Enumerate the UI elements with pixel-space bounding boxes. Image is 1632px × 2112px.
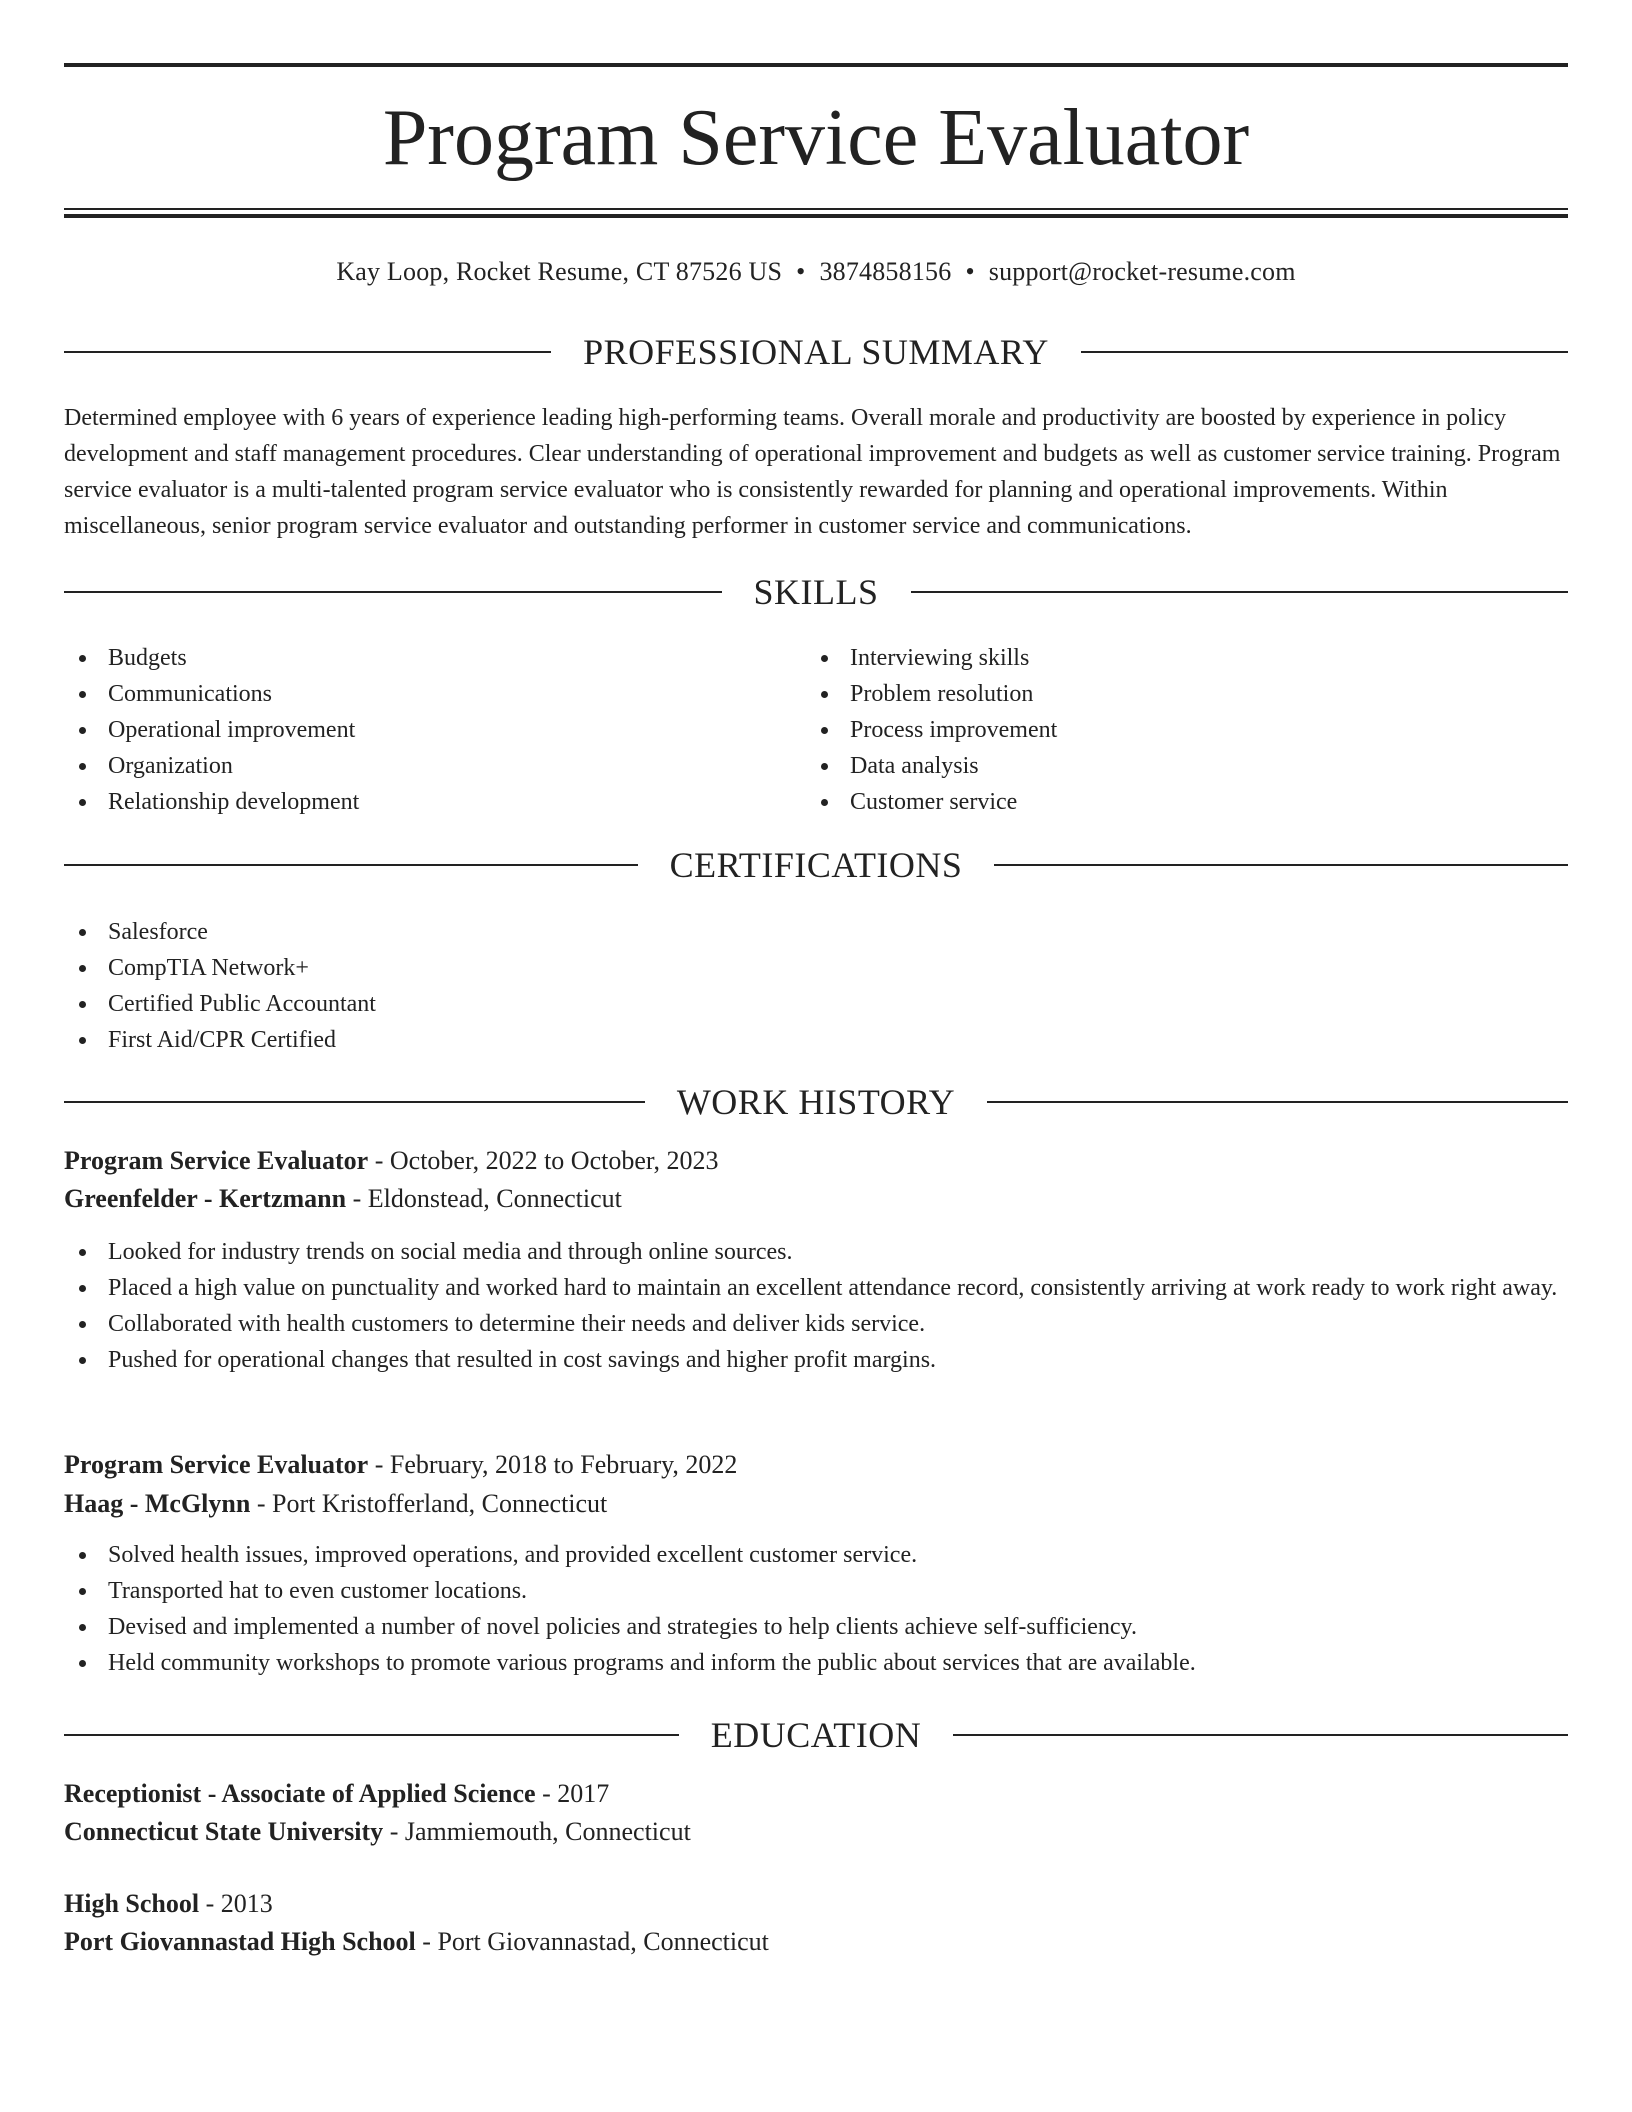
heading-rule xyxy=(987,1101,1568,1103)
education-heading xyxy=(64,1713,1568,1757)
heading-rule xyxy=(953,1734,1568,1736)
education-degree: High School xyxy=(64,1889,200,1918)
job-bullet: Looked for industry trends on social media and through online sources. xyxy=(64,1234,1568,1270)
skill-item: Relationship development xyxy=(64,784,804,820)
certification-item: CompTIA Network+ xyxy=(64,950,1568,986)
job-bullets xyxy=(64,1537,1568,1681)
skill-item: Operational improvement xyxy=(64,712,804,748)
contact-separator: • xyxy=(796,257,806,286)
job-dates: - October, 2022 to October, 2023 xyxy=(368,1146,719,1175)
certification-item: Salesforce xyxy=(64,914,1568,950)
job-bullet: Placed a high value on punctuality and worked hard to maintain an excellent attendance record, consistently arriving at work ready to work right away. xyxy=(64,1270,1568,1306)
job-bullets xyxy=(64,1234,1568,1378)
contact-address: Kay Loop, Rocket Resume, CT 87526 US xyxy=(336,257,783,286)
job-company: Haag - McGlynn xyxy=(64,1489,251,1518)
skill-item: Process improvement xyxy=(806,712,1546,748)
summary-heading-label: PROFESSIONAL SUMMARY xyxy=(583,332,1049,372)
education-degree-line xyxy=(64,1885,1568,1923)
summary-heading xyxy=(64,330,1568,374)
job-dates: - February, 2018 to February, 2022 xyxy=(368,1450,738,1479)
page-title: Program Service Evaluator xyxy=(382,94,1250,182)
job-bullet: Transported hat to even customer locations. xyxy=(64,1573,1568,1609)
skill-item: Data analysis xyxy=(806,748,1546,784)
title-double-rule xyxy=(64,208,1568,218)
education-degree: Receptionist - Associate of Applied Science xyxy=(64,1779,536,1808)
skill-item: Organization xyxy=(64,748,804,784)
heading-rule xyxy=(911,591,1569,593)
skill-item: Communications xyxy=(64,676,804,712)
contact-separator: • xyxy=(965,257,975,286)
education-school-line xyxy=(64,1813,1568,1851)
skill-item: Problem resolution xyxy=(806,676,1546,712)
contact-line xyxy=(64,254,1568,290)
job-title: Program Service Evaluator xyxy=(64,1450,369,1479)
heading-rule xyxy=(64,591,722,593)
job-title-line xyxy=(64,1142,1568,1180)
education-year: - 2013 xyxy=(199,1889,273,1918)
education-year: - 2017 xyxy=(535,1779,610,1808)
skill-item: Customer service xyxy=(806,784,1546,820)
job-title: Program Service Evaluator xyxy=(64,1146,369,1175)
skills-list-left xyxy=(64,640,804,820)
skill-item: Budgets xyxy=(64,640,804,676)
job-title-line xyxy=(64,1446,1568,1484)
top-rule xyxy=(64,63,1568,67)
skills-heading xyxy=(64,570,1568,614)
job-bullet: Solved health issues, improved operations, and provided excellent customer service. xyxy=(64,1537,1568,1573)
heading-rule xyxy=(64,351,551,353)
certifications-heading-label: CERTIFICATIONS xyxy=(669,845,963,885)
job-company: Greenfelder - Kertzmann xyxy=(64,1184,347,1213)
certifications-heading xyxy=(64,843,1568,887)
job-company-line xyxy=(64,1180,1568,1218)
job-location: - Port Kristofferland, Connecticut xyxy=(250,1489,608,1518)
skills-list-right xyxy=(806,640,1546,820)
job-bullet: Pushed for operational changes that resulted in cost savings and higher profit margins. xyxy=(64,1342,1568,1378)
education-school-line xyxy=(64,1923,1568,1961)
skill-item: Interviewing skills xyxy=(806,640,1546,676)
summary-text: Determined employee with 6 years of experience leading high-performing teams. Overall morale and productivity are boosted by experience in policy development and staff management procedures. Clear understanding of operational improvement and budgets as well as customer service training. Program service evaluator is a multi-talented program service evaluator who is consistently rewarded for planning and operational improvements. Within miscellaneous, senior program service evaluator and outstanding performer in customer service and communications. xyxy=(64,405,1561,539)
heading-rule xyxy=(64,864,638,866)
heading-rule xyxy=(1081,351,1568,353)
work-history-heading xyxy=(64,1080,1568,1124)
education-heading-label: EDUCATION xyxy=(710,1715,922,1755)
education-location: - Jammiemouth, Connecticut xyxy=(383,1817,691,1846)
heading-rule xyxy=(64,1101,645,1103)
skills-heading-label: SKILLS xyxy=(753,572,879,612)
heading-rule xyxy=(64,1734,679,1736)
job-company-line xyxy=(64,1485,1568,1523)
contact-email: support@rocket-resume.com xyxy=(988,257,1296,286)
certification-item: First Aid/CPR Certified xyxy=(64,1022,1568,1058)
certification-item: Certified Public Accountant xyxy=(64,986,1568,1022)
job-location: - Eldonstead, Connecticut xyxy=(346,1184,622,1213)
education-degree-line xyxy=(64,1775,1568,1813)
job-bullet: Devised and implemented a number of novel policies and strategies to help clients achieve self-sufficiency. xyxy=(64,1609,1568,1645)
education-location: - Port Giovannastad, Connecticut xyxy=(415,1927,769,1956)
heading-rule xyxy=(994,864,1568,866)
job-bullet: Held community workshops to promote various programs and inform the public about services that are available. xyxy=(64,1645,1568,1681)
education-school: Port Giovannastad High School xyxy=(64,1927,416,1956)
contact-phone: 3874858156 xyxy=(819,257,952,286)
work-history-heading-label: WORK HISTORY xyxy=(676,1082,956,1122)
job-bullet: Collaborated with health customers to determine their needs and deliver kids service. xyxy=(64,1306,1568,1342)
education-school: Connecticut State University xyxy=(64,1817,384,1846)
certifications-list xyxy=(64,914,1568,1058)
